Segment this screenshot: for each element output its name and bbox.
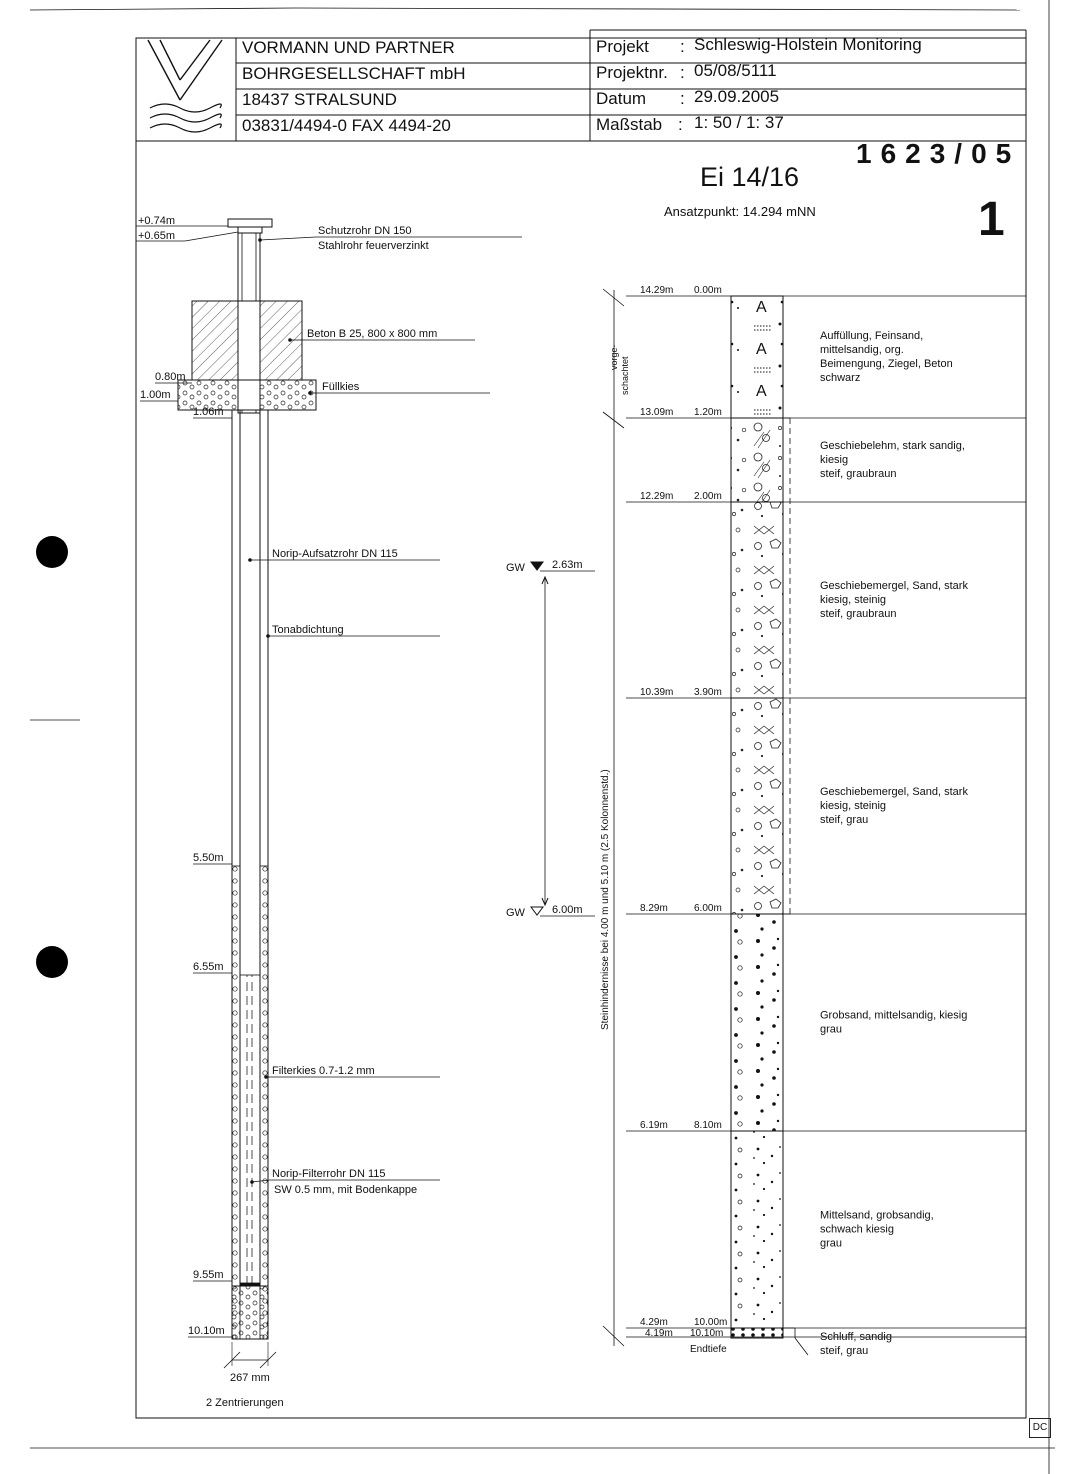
page-number: 1 [978, 193, 1005, 246]
company-type: BOHRGESELLSCHAFT mbH [242, 64, 466, 83]
logo-v-inner-left [160, 40, 180, 80]
layer-desc-2-2: steif, graubraun [820, 608, 897, 620]
filterrohr-slots [240, 975, 260, 1283]
company-name: VORMANN UND PARTNER [242, 38, 455, 57]
company-city: 18437 STRALSUND [242, 90, 397, 109]
layer-column-1 [731, 418, 783, 502]
layer-depth-3: 3.90m [694, 687, 722, 698]
layer-depth-4: 6.00m [694, 903, 722, 914]
ann-fuellkies-dot [308, 391, 312, 395]
layer-column-3 [731, 698, 783, 914]
layer-column-5 [731, 1131, 783, 1328]
layer-column-schluff [731, 1328, 783, 1338]
gw-depth-2: 6.00m [552, 904, 583, 916]
mark-leader-065 [185, 232, 238, 241]
well-cap [228, 219, 272, 227]
layer-depth-0: 0.00m [694, 285, 722, 296]
gw-label-1: GW [506, 562, 525, 574]
layer-elev-6: 4.29m [640, 1317, 668, 1328]
layer-desc-5-0: Mittelsand, grobsandig, [820, 1209, 934, 1222]
datum-label: Datum [596, 89, 647, 108]
ann-filterrohr-2: SW 0.5 mm, mit Bodenkappe [274, 1184, 418, 1196]
layer-depth-6: 10.00m [694, 1317, 728, 1328]
notes-tick-2 [603, 412, 624, 428]
colon-4: : [678, 115, 683, 134]
layer-elev-5: 6.19m [640, 1120, 668, 1131]
ansatzpunkt: Ansatzpunkt: 14.294 mNN [664, 204, 816, 219]
colon-3: : [680, 89, 685, 108]
logo-wave-2 [150, 124, 221, 132]
vorgeschachtet-2: schachtet [620, 356, 630, 395]
company-phone: 03831/4494-0 FAX 4494-20 [242, 116, 451, 135]
layer-elev-0: 14.29m [640, 285, 674, 296]
colon-2: : [680, 63, 685, 82]
filterkies-left [232, 866, 240, 1339]
projektnr-label: Projektnr. [596, 63, 668, 82]
layer-desc-0-1: mittelsandig, org. [820, 344, 904, 356]
ann-schutzrohr: Schutzrohr DN 150 [318, 225, 412, 237]
stone-obstacle-note: Steinhindernisse bei 4.00 m und 5.10 m (2.5 Kolonnenstd.) [600, 769, 611, 1030]
layer-desc-6-1: steif, grau [820, 1345, 869, 1357]
mark-plus-074: +0.74m [138, 215, 175, 227]
filterkies-right [260, 866, 268, 1339]
depth-mark-1.00m: 1.00m [140, 389, 171, 401]
layer-elev-3: 10.39m [640, 687, 674, 698]
gw-triangle-filled [531, 562, 543, 570]
depth-mark-0.80m: 0.80m [155, 371, 186, 383]
final-label: Endtiefe [690, 1344, 727, 1355]
vorgeschachtet-1: vorge- [609, 344, 619, 370]
final-depth: 10.10m [690, 1328, 724, 1339]
layer-elev-1: 13.09m [640, 407, 674, 418]
layer-desc-0-3: schwarz [820, 372, 861, 384]
final-elev: 4.19m [645, 1328, 673, 1339]
notes-tick-3 [603, 1326, 624, 1346]
beton-pipe-gap [238, 301, 260, 380]
borehole-name: Ei 14/16 [700, 162, 800, 192]
ann-fuellkies: Füllkies [322, 381, 360, 393]
logo-wave-0 [150, 104, 221, 112]
layer-elev-2: 12.29m [640, 491, 674, 502]
layer-desc-5-1: schwach kiesig [820, 1223, 894, 1236]
ann-stahlrohr: Stahlrohr feuerverzinkt [318, 240, 429, 252]
massstab-value: 1: 50 / 1: 37 [694, 113, 784, 132]
logo-wave-1 [150, 114, 221, 122]
depth-mark-5.50m: 5.50m [193, 852, 224, 864]
mark-plus-065: +0.65m [138, 230, 175, 242]
layer-desc-3-2: steif, grau [820, 814, 869, 826]
projekt-label: Projekt [596, 37, 649, 56]
dim-diameter: 267 mm [230, 1372, 270, 1384]
layer-desc-6-0: Schluff, sandig [820, 1331, 892, 1343]
stamp-box: DC [1029, 1418, 1051, 1438]
ann-beton: Beton B 25, 800 x 800 mm [307, 328, 438, 340]
ann-schutzrohr-leader [260, 237, 316, 240]
layer-desc-3-0: Geschiebemergel, Sand, stark [820, 786, 968, 798]
ann-filterkies: Filterkies 0.7-1.2 mm [272, 1065, 375, 1077]
ann-aufsatzrohr-dot [248, 558, 252, 562]
projekt-value: Schleswig-Holstein Monitoring [694, 35, 922, 54]
ann-filterrohr: Norip-Filterrohr DN 115 [272, 1168, 386, 1180]
fuellkies-pipe-gap [238, 380, 260, 410]
layer-desc-4-0: Grobsand, mittelsandig, kiesig [820, 1009, 968, 1022]
projektnr-value: 05/08/5111 [694, 61, 777, 80]
well-cap-collar [238, 227, 262, 233]
layer-depth-5: 8.10m [694, 1120, 722, 1131]
ann-aufsatzrohr: Norip-Aufsatzrohr DN 115 [272, 548, 398, 560]
layer-column-4 [731, 914, 783, 1131]
logo-v-right [180, 40, 222, 100]
ann-tonabdichtung-dot [266, 634, 270, 638]
layer-desc-3-1: kiesig, steinig [820, 800, 887, 812]
layer-desc-1-1: kiesig [820, 454, 849, 466]
colon-1: : [680, 37, 685, 56]
gw-label-2: GW [506, 907, 525, 919]
datum-value: 29.09.2005 [694, 87, 780, 106]
ann-beton-dot [288, 338, 292, 342]
layer-depth-1: 1.20m [694, 407, 722, 418]
ann-filterrohr-dot [250, 1180, 254, 1184]
depth-mark-10.10m: 10.10m [188, 1325, 225, 1337]
layer-desc-1-2: steif, graubraun [820, 468, 897, 480]
zentrierungen: 2 Zentrierungen [206, 1397, 284, 1409]
massstab-label: Maßstab [596, 115, 663, 134]
schluff-leader [795, 1338, 808, 1355]
sump-gravel [232, 1286, 268, 1339]
layer-desc-2-0: Geschiebemergel, Sand, stark [820, 580, 968, 592]
layer-column-0 [731, 296, 783, 418]
layer-desc-5-2: grau [820, 1237, 843, 1250]
gw-triangle-open [531, 907, 543, 915]
layer-depth-2: 2.00m [694, 491, 722, 502]
ann-tonabdichtung: Tonabdichtung [272, 624, 344, 636]
scan-edge-top-2 [295, 8, 1020, 10]
ann-schutzrohr-dot [258, 238, 262, 242]
logo-v-inner-right [180, 40, 210, 80]
notes-tick-1 [603, 289, 624, 306]
layer-desc-0-0: Auffüllung, Feinsand, [820, 330, 924, 342]
layer-desc-2-1: kiesig, steinig [820, 594, 887, 606]
layer-desc-1-0: Geschiebelehm, stark sandig, [820, 440, 965, 452]
layer-desc-4-1: grau [820, 1023, 843, 1036]
document-number: 1623/05 [856, 138, 1021, 169]
depth-mark-9.55m: 9.55m [193, 1269, 224, 1281]
scan-edge-top [30, 8, 295, 10]
layer-column-2 [731, 502, 783, 698]
ann-filterkies-dot [264, 1075, 268, 1079]
gw-depth-1: 2.63m [552, 559, 583, 571]
layer-desc-0-2: Beimengung, Ziegel, Beton [820, 358, 953, 370]
depth-mark-6.55m: 6.55m [193, 961, 224, 973]
depth-mark-1.06m: 1.06m [193, 406, 224, 418]
layer-elev-4: 8.29m [640, 903, 668, 914]
